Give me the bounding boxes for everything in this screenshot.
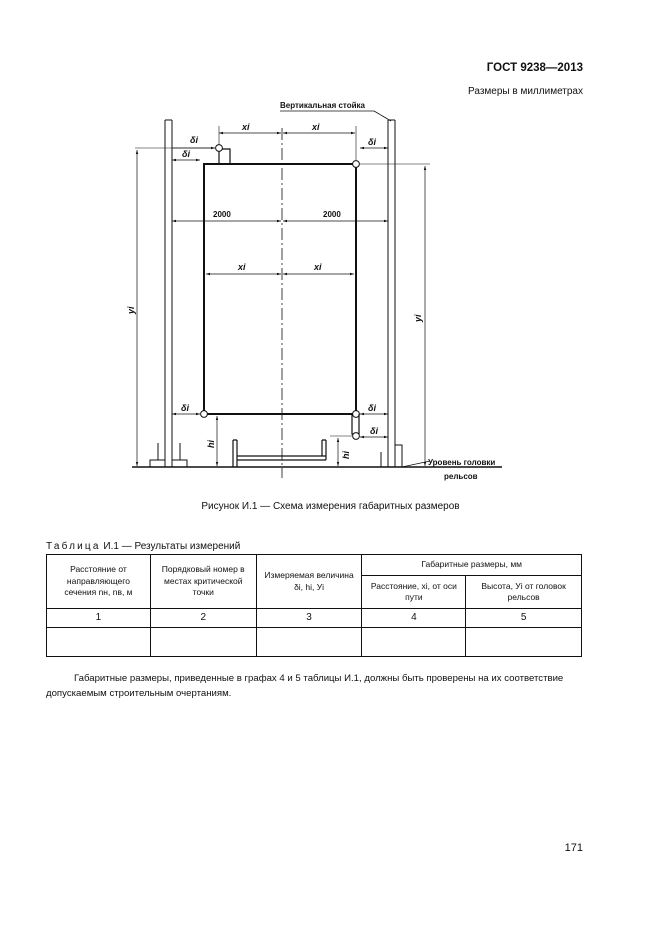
dim-2000-right: 2000	[323, 210, 341, 219]
dim-x-top-right: xi	[312, 122, 320, 132]
header-axis-distance: Расстояние, xi, от оси пути	[362, 576, 466, 609]
document-number: ГОСТ 9238—2013	[486, 62, 583, 74]
header-point-number: Порядковый номер в местах критической точки	[150, 555, 256, 609]
rail-level-label-2: рельсов	[444, 472, 478, 481]
track-profile	[233, 440, 326, 467]
table-column-numbers	[47, 609, 582, 628]
body-paragraph: Габаритные размеры, приведенные в графах 4 и 5 таблицы И.1, должны быть проверены на их соответствие допускаемым строительным очертаниям.	[46, 673, 564, 699]
delta-bottom-left: δi	[181, 403, 189, 413]
dim-x-mid-left: xi	[238, 262, 246, 272]
results-table	[46, 554, 582, 657]
header-distance: Расстояние от направляющего сечения nн, nв, м	[47, 555, 151, 609]
dim-y-left: yi	[126, 306, 136, 314]
critical-point-bottom-left	[201, 411, 208, 418]
column-number: 3	[256, 609, 362, 628]
delta-lower-right: δi	[370, 426, 378, 436]
units-note: Размеры в миллиметрах	[468, 86, 583, 97]
dim-y-right: yi	[413, 314, 423, 322]
delta-top-left-2: δi	[182, 149, 190, 159]
table-cell	[47, 628, 151, 657]
rail-level-label-1: Уровень головки	[428, 458, 496, 467]
delta-top-right: δi	[368, 137, 376, 147]
table-header-row	[47, 555, 582, 576]
dim-x-top-left: xi	[242, 122, 250, 132]
header-height: Высота, Уi от головок рельсов	[466, 576, 582, 609]
table-cell	[256, 628, 362, 657]
dim-h-left: hi	[206, 440, 216, 448]
figure-caption: Рисунок И.1 — Схема измерения габаритных размеров	[201, 501, 460, 512]
column-number: 2	[150, 609, 256, 628]
table-title	[46, 541, 240, 552]
delta-top-left-1: δi	[190, 135, 198, 145]
critical-point-bottom-right	[353, 411, 360, 418]
table-cell	[362, 628, 466, 657]
table-title-rest: И.1 — Результаты измерений	[100, 541, 241, 552]
critical-point-lower-right	[353, 433, 360, 440]
dim-h-right: hi	[341, 451, 351, 459]
column-number: 5	[466, 609, 582, 628]
table-title-prefix: Таблица	[46, 541, 101, 552]
column-number: 4	[362, 609, 466, 628]
critical-point-top-right	[353, 161, 360, 168]
table-cell	[466, 628, 582, 657]
critical-point-top-left	[216, 145, 223, 152]
vertical-post-label: Вертикальная стойка	[280, 101, 365, 110]
delta-bottom-right: δi	[368, 403, 376, 413]
vehicle-outline	[204, 164, 356, 414]
page-number: 171	[564, 842, 583, 854]
table-cell	[150, 628, 256, 657]
table-row	[47, 628, 582, 657]
header-gauge-dimensions: Габаритные размеры, мм	[362, 555, 582, 576]
dim-2000-left: 2000	[213, 210, 231, 219]
column-number: 1	[47, 609, 151, 628]
dim-x-mid-right: xi	[314, 262, 322, 272]
header-measured-value: Измеряемая величина δi, hi, Уi	[256, 555, 362, 609]
